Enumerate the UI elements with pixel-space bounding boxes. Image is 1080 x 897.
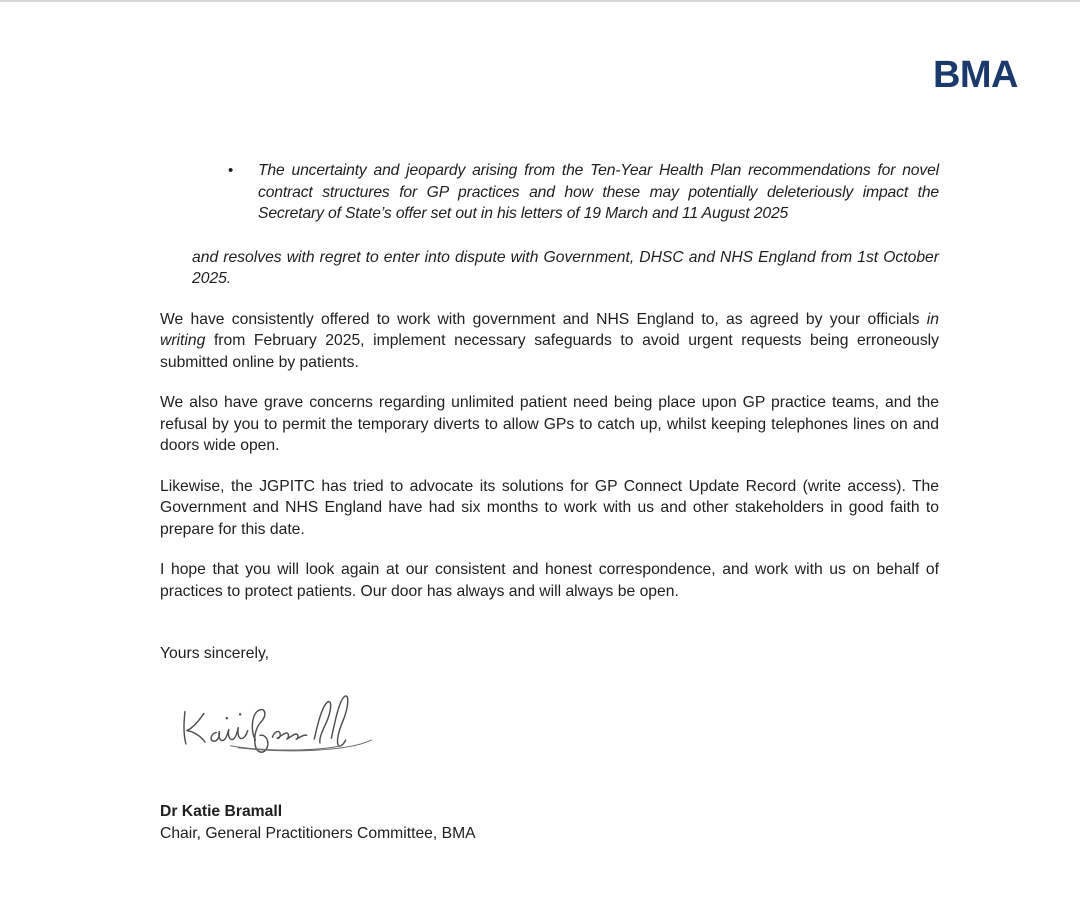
bullet-item-text: The uncertainty and jeopardy arising from the Ten-Year Health Plan recommendations for novel contract structures for GP practices and how these may potentially deleteriously impact the Secretary of State’s offer set out in his letters of 19 March and 11 August 2025 [258,162,939,222]
paragraph-safeguards [160,309,939,374]
signatory-block [160,801,939,845]
bullet-icon: • [228,162,234,179]
letter-body [160,160,939,845]
paragraph-hope: I hope that you will look again at our consistent and honest correspondence, and work with us on behalf of practices to protect patients. Our door has always and will always be open. [160,561,939,600]
paragraph-jgpitc: Likewise, the JGPITC has tried to advocate its solutions for GP Connect Update Record (write access). The Government and NHS England have had six months to work with us and other stakeholders in good faith to prepare for this date. [160,477,939,538]
signatory-title: Chair, General Practitioners Committee, BMA [160,824,476,842]
bma-logo: BMA [932,54,1018,96]
bullet-item [228,160,939,225]
signature-image [166,683,396,761]
valediction: Yours sincerely, [160,645,269,662]
signatory-name: Dr Katie Bramall [160,802,283,820]
paragraph-grave-concerns: We also have grave concerns regarding unlimited patient need being place upon GP practice teams, and the refusal by you to permit the temporary diverts to allow GPs to catch up, whilst keeping telephones lines on and doors wide open. [160,394,939,454]
in-writing-emphasis: in writing [160,310,939,349]
handwritten-signature-icon [166,683,396,761]
paragraph-safeguards-tail: from February 2025, implement necessary safeguards to avoid urgent requests being erroneously submitted online by patients. [160,332,939,371]
resolution-paragraph: and resolves with regret to enter into dispute with Government, DHSC and NHS England from 1st October 2025. [192,248,939,287]
paragraph-safeguards-lead: We have consistently offered to work with government and NHS England to, as agreed by your officials [160,310,927,328]
